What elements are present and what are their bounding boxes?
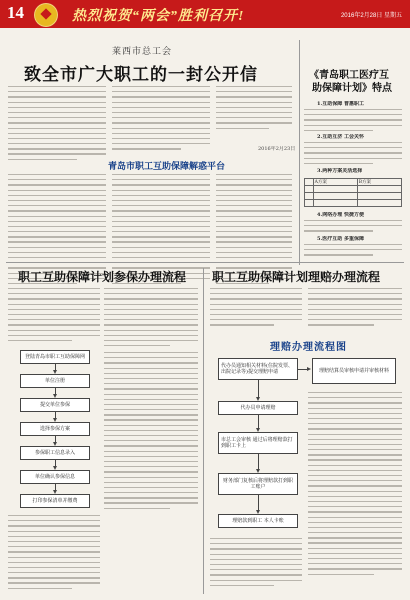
side-section-3: 3.两种方案灵活选择 [317, 168, 363, 174]
article-signature: 2016年2月23日 [258, 146, 296, 152]
flow-arrow [258, 380, 259, 398]
bottom-column-divider [203, 268, 204, 594]
right-article-title: 职工互助保障计划理赔办理流程 [212, 270, 381, 284]
table-header: B方案 [357, 179, 401, 186]
side-title-line1: 《青岛职工医疗互 [309, 70, 389, 81]
flow-arrow [298, 369, 308, 370]
table-row [305, 200, 402, 207]
side-body-5 [304, 244, 402, 260]
side-title-line2: 助保障计划》特点 [312, 83, 392, 94]
flow-arrow [55, 412, 56, 419]
flow-arrow [55, 484, 56, 491]
flow-arrow [55, 460, 56, 467]
left-flow-step-3: 提交单位参保 [20, 398, 90, 412]
left-flow-notes [104, 352, 198, 513]
side-section-1: 1.互助保障 普惠职工 [317, 101, 364, 107]
side-section-5: 5.医疗互助 多重保障 [317, 236, 364, 242]
side-divider [299, 40, 300, 265]
plan-table [304, 178, 402, 207]
left-flow-step-7: 打印参保清单并缴费 [20, 494, 90, 508]
article-body-col3 [216, 86, 292, 133]
section-divider [6, 262, 404, 263]
right-flow-step-3: 市总工会审核 通过后将理赔款打到职工卡上 [218, 432, 298, 454]
side-body-4 [304, 220, 402, 236]
header-banner: 热烈祝贺“两会”胜利召开! [72, 9, 245, 24]
left-article-col2 [104, 288, 198, 350]
article-body-col1 [8, 86, 106, 164]
header-date: 2016年2月28日 星期五 [340, 13, 402, 19]
right-flow-step-4: 理赔款到职工 本人卡账 [218, 514, 298, 528]
right-flow-step-2: 代办员申请理赔 [218, 401, 298, 415]
right-article-col1 [210, 288, 302, 330]
flow-arrow [55, 436, 56, 443]
table-row [305, 186, 402, 193]
right-flow-step-5: 理赔结算员审核申请并审核材料 [312, 358, 396, 384]
flow-arrow [55, 364, 56, 371]
left-flow-footer [8, 515, 100, 593]
table-header: A方案 [313, 179, 357, 186]
left-flow-step-2: 单位注册 [20, 374, 90, 388]
right-flow-notes [308, 392, 402, 579]
left-article-title: 职工互助保障计划参保办理流程 [18, 270, 187, 284]
table-row [305, 193, 402, 200]
flow-arrow [258, 415, 259, 429]
side-body-1 [304, 109, 402, 135]
left-flow-step-6: 单位确认参保信息 [20, 470, 90, 484]
left-flow-step-5: 参保职工信息录入 [20, 446, 90, 460]
flow-arrow [258, 454, 259, 470]
left-article-col1 [8, 288, 100, 345]
article-body-col2 [112, 86, 210, 153]
right-flow-footer [210, 538, 302, 590]
side-section-4: 4.网络办理 快捷方便 [317, 212, 364, 218]
table-header [305, 179, 314, 186]
article-subhead: 青岛市职工互助保障解惑平台 [108, 162, 226, 172]
left-flow-step-4: 选择参保方案 [20, 422, 90, 436]
page-number: 14 [7, 3, 24, 22]
emblem-icon [34, 3, 58, 27]
flow-arrow [258, 495, 259, 511]
article-kicker: 莱西市总工会 [112, 47, 173, 57]
article-title: 致全市广大职工的一封公开信 [24, 65, 258, 85]
right-flow-step-1: 代办员通知相关材料(住院发票、出院记录等)提交理赔申请 [218, 358, 298, 380]
right-article-col2 [308, 288, 402, 330]
flow-arrow [55, 388, 56, 395]
right-flow-step-6: 财务部门复核后将理赔款打到职工账户 [218, 473, 298, 495]
flow-title: 理赔办理流程图 [270, 342, 347, 353]
side-body-2 [304, 142, 402, 168]
left-flow-step-1: 登陆青岛市职工互助保障网 [20, 350, 90, 364]
side-section-2: 2.互助互济 工会关怀 [317, 134, 364, 140]
